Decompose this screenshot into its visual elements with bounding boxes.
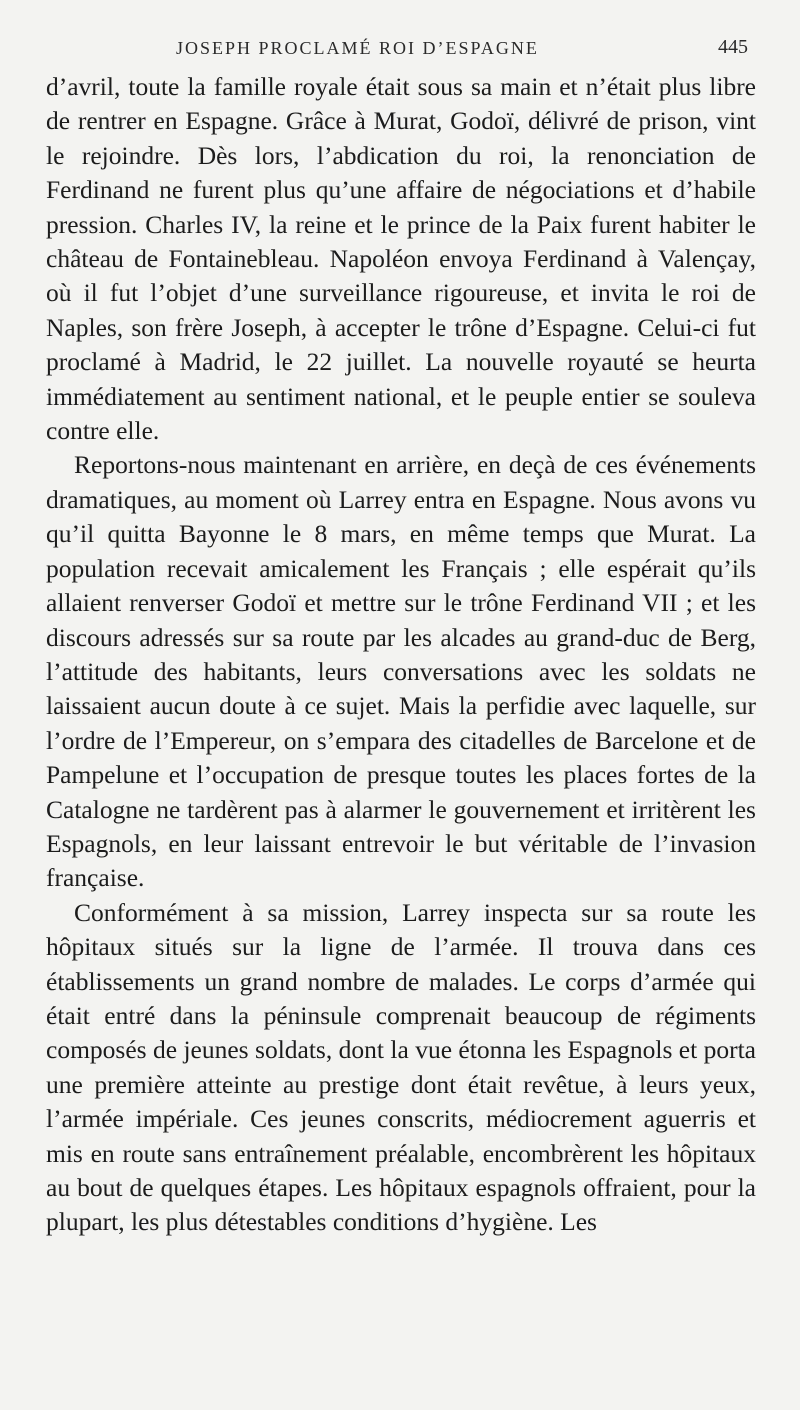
paragraph-3: Conformément à sa mission, Larrey inspecta sur sa route les hôpitaux situés sur la ligne de l’armée. Il trouva dans ces établissements un grand nombre de malades. Le corps d’armée qui était entré dans la péninsule comprenait beaucoup de régiments composés de jeunes soldats, dont la vue étonna les Espagnols et porta une première atteinte au prestige dont était revêtue, à leurs yeux, l’armée impériale. Ces jeunes conscrits, médiocrement aguerris et mis en route sans entraînement préalable, encombrèrent les hôpitaux au bout de quelques étapes. Les hôpitaux espagnols offraient, pour la plupart, les plus détestables conditions d’hygiène. Les	[46, 897, 756, 1237]
running-title: JOSEPH PROCLAMÉ ROI D’ESPAGNE	[176, 38, 539, 58]
paragraph-2: Reportons-nous maintenant en arrière, en deçà de ces événements dramatiques, au moment où Larrey entra en Espagne. Nous avons vu qu’il quitta Bayonne le 8 mars, en même temps que Murat. La population recevait amicalement les Français ; elle espérait qu’ils allaient renverser Godoï et mettre sur le trône Ferdinand VII ; et les discours adressés sur sa route par les alcades au grand-duc de Berg, l’attitude des habitants, leurs conversations avec les soldats ne laissaient aucun doute à ce sujet. Mais la perfidie avec laquelle, sur l’ordre de l’Empereur, on s’empara des citadelles de Barcelone et de Pampelune et l’occupation de presque toutes les places fortes de la Catalogne ne tardèrent pas à alarmer le gouvernement et irritèrent les Espagnols, en leur laissant entrevoir le but véritable de l’invasion française.	[46, 450, 756, 893]
page-number: 445	[718, 36, 748, 58]
paragraph-1: d’avril, toute la famille royale était sous sa main et n’était plus libre de rentrer en Espagne. Grâce à Murat, Godoï, délivré de prison, vint le rejoindre. Dès lors, l’abdication du roi, la renonciation de Ferdinand ne furent plus qu’une affaire de négociations et d’habile pression. Charles IV, la reine et le prince de la Paix furent habiter le château de Fontainebleau. Napoléon envoya Ferdinand à Valençay, où il fut l’objet d’une surveillance rigoureuse, et invita le roi de Naples, son frère Joseph, à accepter le trône d’Espagne. Celui-ci fut proclamé à Madrid, le 22 juillet. La nouvelle royauté se heurta immédiatement au sentiment national, et le peuple entier se souleva contre elle.	[46, 72, 756, 446]
body-text	[46, 70, 756, 1240]
page-header	[46, 30, 756, 64]
